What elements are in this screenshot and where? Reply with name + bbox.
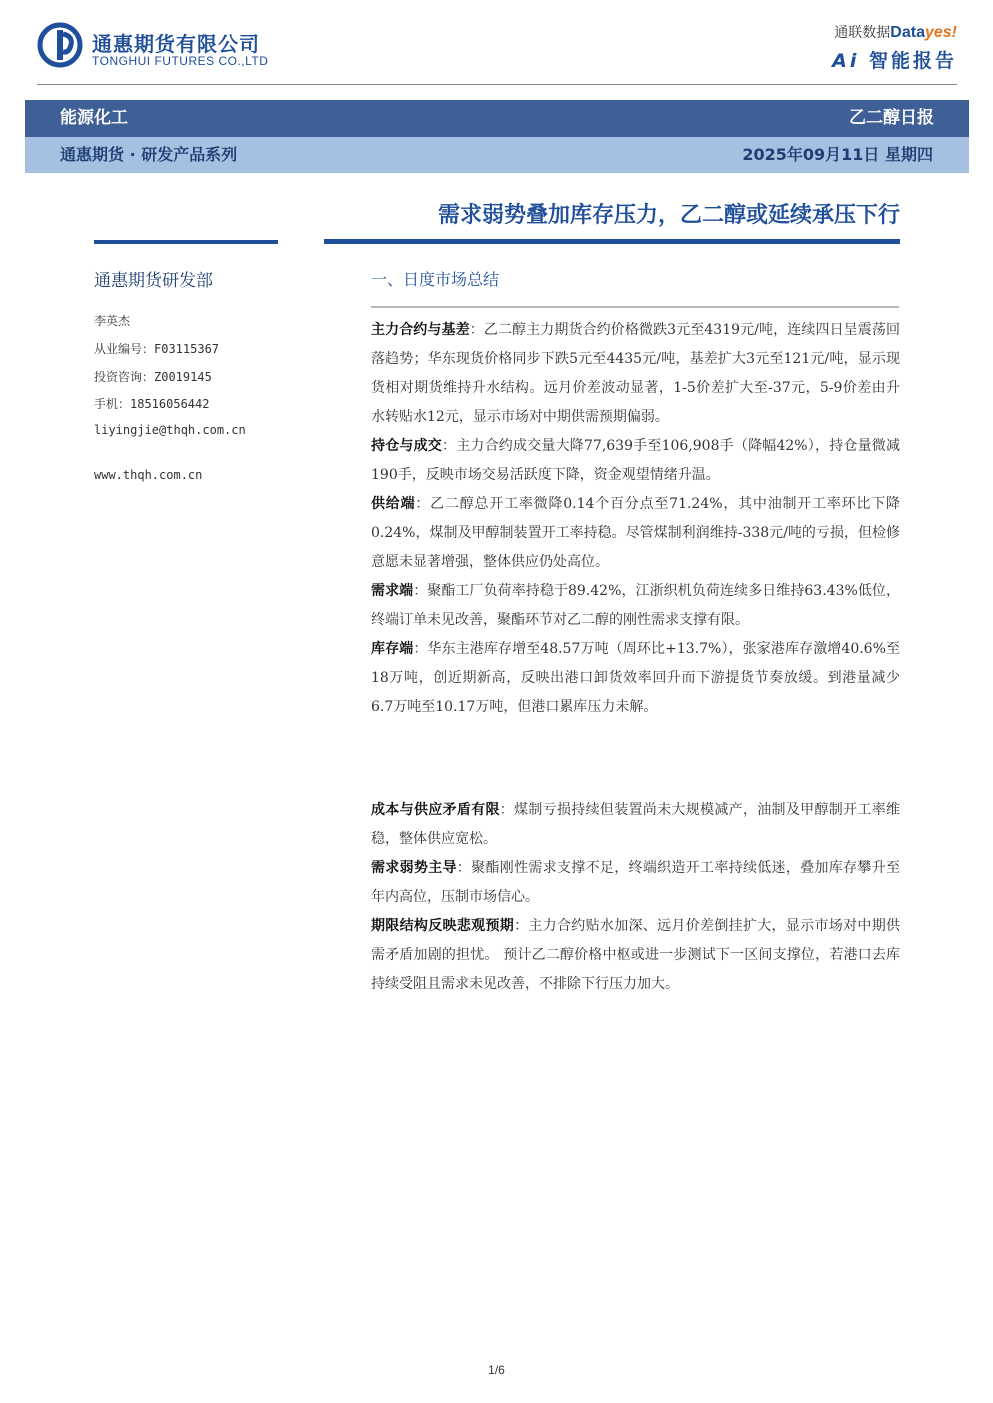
section-divider [371, 306, 899, 308]
company-name-en: TONGHUI FUTURES CO.,LTD [92, 54, 269, 68]
section-title: 一、日度市场总结 [371, 270, 500, 289]
company-logo-icon [37, 22, 83, 68]
email-link[interactable]: liyingjie@thqh.com.cn [94, 423, 246, 437]
series-label: 通惠期货 · 研发产品系列 [60, 145, 238, 164]
report-type-label: 乙二醇日报 [849, 108, 934, 128]
paragraph-main-contract: 主力合约与基差：乙二醇主力期货合约价格微跌3元至4319元/吨，连续四日呈震荡回落趋势；华东现货价格同步下跌5元至4435元/吨，基差扩大3元至121元/吨，显示现货相对期货维持升水结构。远月价差波动显著，1-5价差扩大至-37元，5-9价差由升水转贴水12元，显示市场对中期供需预期偏弱。 [371, 322, 900, 425]
summary-block-2 [371, 796, 900, 999]
banner-top [25, 100, 969, 137]
ai-report-label: 智能报告 [868, 50, 957, 72]
summary-block-1 [371, 316, 900, 722]
ai-report-badge [832, 46, 957, 73]
report-date: 2025年09月11日 星期四 [742, 145, 933, 164]
page-number: 1/6 [488, 1363, 505, 1377]
department-name: 通惠期货研发部 [94, 271, 213, 291]
sidebar-rule [94, 240, 278, 244]
banner-bottom [25, 137, 969, 173]
datayes-yes: yes! [924, 24, 957, 41]
title-underline [324, 239, 900, 244]
paragraph-demand: 需求端：聚酯工厂负荷率持稳于89.42%，江浙织机负荷连续多日维持63.43%低位，终端订单未见改善，聚酯环节对乙二醇的刚性需求支撑有限。 [371, 583, 900, 628]
header-divider [37, 84, 957, 85]
license-number: 从业编号：F03115367 [94, 342, 220, 356]
paragraph-inventory: 库存端：华东主港库存增至48.57万吨（周环比+13.7%），张家港库存激增40.6%至18万吨，创近期新高，反映出港口卸货效率回升而下游提货节奏放缓。到港量减少6.7万吨至10.17万吨，但港口累库压力未解。 [371, 641, 900, 715]
paragraph-term-structure: 期限结构反映悲观预期：主力合约贴水加深、远月价差倒挂扩大，显示市场对中期供需矛盾加剧的担忧。 预计乙二醇价格中枢或进一步测试下一区间支撑位，若港口去库持续受阻且需求未见改善，不排除下行压力加大。 [371, 918, 901, 992]
page-title: 需求弱势叠加库存压力，乙二醇或延续承压下行 [437, 203, 900, 228]
website-link[interactable]: www.thqh.com.cn [94, 468, 203, 482]
sector-label: 能源化工 [60, 108, 128, 128]
analyst-name: 李英杰 [94, 314, 131, 328]
company-name-cn: 通惠期货有限公司 [92, 32, 260, 56]
paragraph-supply: 供给端：乙二醇总开工率微降0.14个百分点至71.24%，其中油制开工率环比下降0.24%，煤制及甲醇制装置开工率持稳。尽管煤制利润维持-338元/吨的亏损，但检修意愿未显著增强，整体供应仍处高位。 [371, 496, 900, 570]
advisory-number: 投资咨询：Z0019145 [94, 370, 212, 384]
phone-number: 手机：18516056442 [94, 397, 210, 411]
datayes-brand: Data [890, 24, 925, 41]
paragraph-cost-supply: 成本与供应矛盾有限：煤制亏损持续但装置尚未大规模减产，油制及甲醇制开工率维稳，整体供应宽松。 [371, 802, 900, 847]
ai-badge: Ai [832, 50, 860, 72]
datayes-prefix: 通联数据 [834, 24, 891, 40]
paragraph-position-volume: 持仓与成交：主力合约成交量大降77,639手至106,908手（降幅42%），持仓量微减190手，反映市场交易活跃度下降，资金观望情绪升温。 [371, 438, 900, 483]
datayes-logo [834, 22, 957, 42]
paragraph-demand-weak: 需求弱势主导：聚酯刚性需求支撑不足，终端织造开工率持续低迷，叠加库存攀升至年内高位，压制市场信心。 [371, 860, 901, 905]
